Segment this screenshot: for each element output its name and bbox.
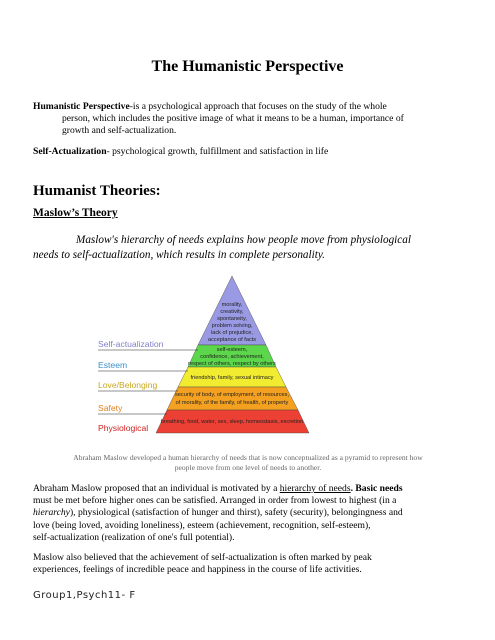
level-text-esteem-1: self-esteem, bbox=[216, 347, 248, 353]
para1-italic-hierarchy: hierarchy bbox=[33, 507, 70, 519]
level-label-love-belonging: Love/Belonging bbox=[98, 380, 158, 390]
humanistic-term: Humanistic Perspective bbox=[33, 101, 130, 112]
level-text-self-actualization-6: acceptance of facts bbox=[207, 337, 257, 343]
level-text-safety-2: of morality, of the family, of health, of property bbox=[175, 400, 289, 406]
humanistic-text-2: person, which includes the positive image of what it means to be a human, importance of bbox=[62, 113, 404, 124]
para1-line-2: must be met before higher ones can be satisfied. Arranged in order from lowest to highest (in a bbox=[33, 495, 397, 507]
para1-line-3 bbox=[33, 507, 463, 519]
level-label-esteem: Esteem bbox=[98, 360, 128, 370]
paragraph-peak-experiences bbox=[33, 552, 463, 576]
selfact-text: - psychological growth, fulfillment and satisfaction in life bbox=[106, 146, 329, 157]
level-label-self-actualization: Self-actualization bbox=[98, 339, 164, 349]
quote-line-2: needs to self-actualization, which results in complete personality. bbox=[33, 249, 325, 261]
level-label-physiological: Physiological bbox=[98, 423, 149, 433]
level-text-self-actualization-2: creativity, bbox=[220, 309, 244, 315]
para1-text-b: . Basic needs bbox=[350, 483, 403, 494]
humanistic-text-1: -is a psychological approach that focuses on the study of the whole bbox=[129, 101, 387, 112]
level-text-self-actualization-4: problem solving, bbox=[211, 323, 253, 329]
para1-text-a: Abraham Maslow proposed that an individual is motivated by a bbox=[33, 483, 280, 494]
level-text-self-actualization-1: morality, bbox=[221, 302, 243, 308]
paragraph-maslow-proposal bbox=[33, 483, 463, 544]
para2-line-2: experiences, feelings of incredible peace and happiness in the course of life activities. bbox=[33, 564, 362, 576]
para1-line-4: love (being loved, avoiding loneliness), esteem (achievement, recognition, self-esteem), bbox=[33, 519, 371, 531]
para1-line-1 bbox=[33, 483, 463, 495]
para1-line-5: self-actualization (realization of one's full potential). bbox=[33, 531, 235, 543]
page-title: The Humanistic Perspective bbox=[151, 58, 344, 75]
level-text-self-actualization-5: lack of prejudice, bbox=[211, 330, 253, 336]
para2-line-1: Maslow also believed that the achievement of self-actualization is often marked by peak bbox=[33, 552, 372, 563]
pyramid-band-safety bbox=[167, 387, 298, 410]
level-label-safety: Safety bbox=[98, 403, 123, 413]
level-text-physiological-1: breathing, food, water, sex, sleep, homeostasis, excretion bbox=[160, 419, 304, 425]
section-heading: Humanist Theories: bbox=[33, 183, 161, 199]
selfact-term: Self-Actualization bbox=[33, 146, 107, 157]
humanistic-text-3: growth and self-actualization. bbox=[62, 125, 177, 136]
self-actualization-definition bbox=[33, 146, 463, 158]
page-footer: Group1,Psych11- F bbox=[33, 590, 136, 601]
level-text-self-actualization-3: spontaneity, bbox=[217, 316, 247, 322]
para1-line-3-rest: ), physiological (satisfaction of hunger and thirst), safety (security), belongingness and bbox=[69, 507, 403, 519]
subsection-heading: Maslow’s Theory bbox=[33, 207, 118, 219]
level-text-esteem-2: confidence, achievement, bbox=[200, 354, 264, 360]
caption-line-2: people move from one level of needs to another. bbox=[174, 462, 322, 472]
level-text-love-belonging-1: friendship, family, sexual intimacy bbox=[190, 375, 274, 381]
humanistic-definition bbox=[33, 101, 463, 137]
level-text-safety-1: security of body, of employment, of resources, bbox=[175, 392, 289, 398]
figure-caption bbox=[58, 453, 438, 472]
maslow-quote bbox=[33, 233, 463, 263]
maslow-pyramid bbox=[94, 270, 344, 440]
caption-line-1: Abraham Maslow developed a human hierarchy of needs that is now conceptualized as a pyramid to represent how bbox=[73, 453, 423, 462]
hierarchy-of-needs-link[interactable]: hierarchy of needs bbox=[279, 483, 351, 494]
quote-line-1: Maslow's hierarchy of needs explains how people move from physiological bbox=[76, 234, 411, 246]
level-text-esteem-3: respect of others, respect by others bbox=[188, 361, 276, 367]
